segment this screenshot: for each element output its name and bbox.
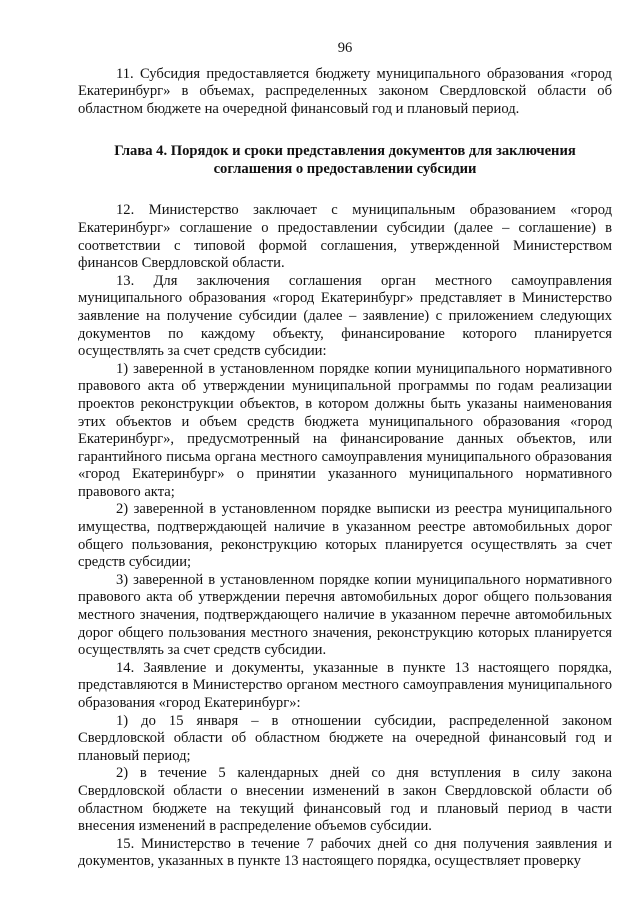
paragraph-15: 15. Министерство в течение 7 рабочих дней со дня получения заявления и документов, указанных в пункте 13 настоящего порядка, осуществляет проверку — [78, 835, 612, 870]
paragraph-13-item-1: 1) заверенной в установленном порядке копии муниципального нормативного правового акта об утверждении муниципальной программы по годам реализации проектов реконструкции объектов, в котором должны быть указаны наименования этих объектов и объем средств бюджета муниципального образования «город Екатеринбург», предусмотренный на финансирование данных объектов, или гарантийного письма органа местного самоуправления муниципального образования «город Екатеринбург» о принятии указанного муниципального нормативного правового акта; — [78, 360, 612, 500]
paragraph-11: 11. Субсидия предоставляется бюджету муниципального образования «город Екатеринбург» в объемах, распределенных законом Свердловской области об областном бюджете на очередной финансовый год и плановый период. — [78, 65, 612, 117]
paragraph-13-item-2: 2) заверенной в установленном порядке выписки из реестра муниципального имущества, подтверждающей наличие в указанном реестре автомобильных дорог общего пользования, реконструкцию которых планируется осуществлять за счет средств субсидии; — [78, 501, 612, 571]
paragraph-13-item-3: 3) заверенной в установленном порядке копии муниципального нормативного правового акта об утверждении перечня автомобильных дорог общего пользования местного значения, подтверждающего наличие в указанном перечне автомобильных дорог общего пользования местного значения, реконструкцию которых планируется осуществлять за счет средств субсидии. — [78, 571, 612, 659]
chapter-heading-line-1: Глава 4. Порядок и сроки представления документов для заключения — [114, 143, 576, 160]
chapter-heading-line-2: соглашения о предоставлении субсидии — [213, 161, 477, 178]
paragraph-14: 14. Заявление и документы, указанные в пункте 13 настоящего порядка, представляются в Министерство органом местного самоуправления муниципального образования «город Екатеринбург»: — [78, 659, 612, 711]
document-page — [78, 40, 612, 871]
paragraph-13: 13. Для заключения соглашения орган местного самоуправления муниципального образования «город Екатеринбург» представляет в Министерство заявление на получение субсидии (далее – заявление) с приложением следующих документов по каждому объекту, финансирование которого планируется осуществлять за счет средств субсидии: — [78, 272, 612, 360]
paragraph-12: 12. Министерство заключает с муниципальным образованием «город Екатеринбург» соглашение о предоставлении субсидии (далее – соглашение) в соответствии с типовой формой соглашения, утвержденной Министерством финансов Свердловской области. — [78, 202, 612, 272]
page-number: 96 — [337, 40, 353, 56]
paragraph-14-item-1: 1) до 15 января – в отношении субсидии, распределенной законом Свердловской области об областном бюджете на очередной финансовый год и плановый период; — [78, 712, 612, 764]
paragraph-14-item-2: 2) в течение 5 календарных дней со дня вступления в силу закона Свердловской области о внесении изменений в закон Свердловской области об областном бюджете на текущий финансовый год и плановый период в части внесения изменений в распределение объемов субсидии. — [78, 765, 612, 835]
chapter-heading — [78, 142, 612, 178]
